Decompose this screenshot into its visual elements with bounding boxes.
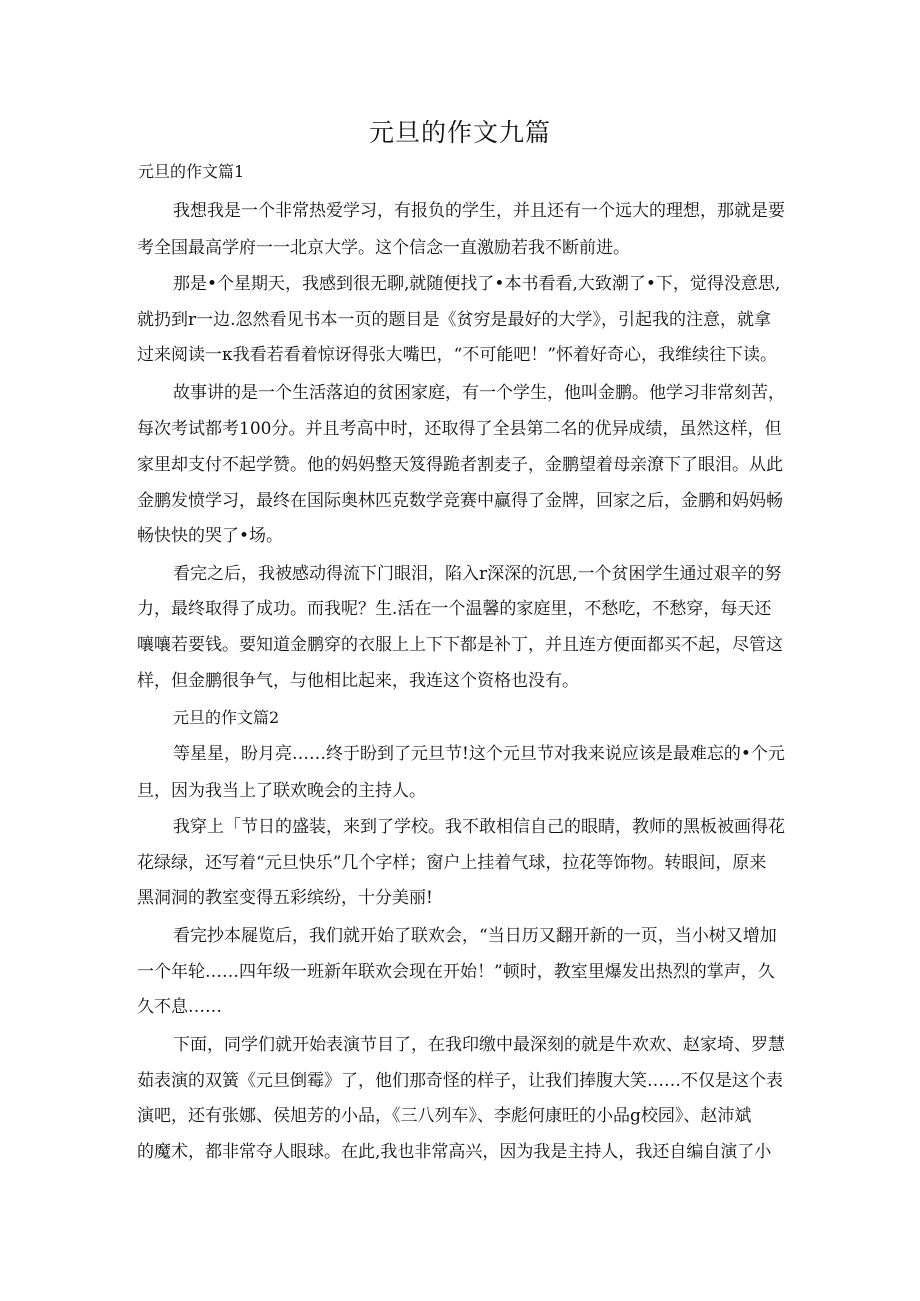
paragraph-line: 过来阅读一κ我看若看着惊讶得张大嘴巴，“不可能吧！”怀着好奇心，我维续往下读。 xyxy=(137,345,778,365)
paragraph-line: 一个年轮……四年级一班新年联欢会现在开始！”顿时，教室里爆发出热烈的掌声，久 xyxy=(137,962,775,982)
paragraph-line: 每次考试都考100分。并且考高中时，还取得了全县第二名的优异成绩，虽然这样，但 xyxy=(137,419,782,439)
paragraph-line: 看完抄本屣览后，我们就开始了联欢会，“当日历又翻开新的一页，当小树又增加 xyxy=(173,926,777,946)
paragraph-line: 黑洞洞的教室变得五彩缤纷，十分美丽! xyxy=(137,888,433,908)
paragraph-line: 花绿绿，还写着“元旦快乐”几个字样；窗户上挂着气球，拉花等饰物。转眼间，原来 xyxy=(137,853,767,873)
paragraph-line: 嚷嚷若要钱。要知道金鹏穿的衣服上上下下都是补丁，并且连方便面都买不起，尽管这 xyxy=(137,635,783,655)
paragraph-line: 故事讲的是一个生活落迫的贫困家庭，有一个学生，他叫金鹏。他学习非常刻苦， xyxy=(173,383,785,403)
paragraph-line: 畅快快的哭了•场。 xyxy=(137,526,284,546)
paragraph-line: 考全国最高学府一一北京大学。这个信念一直激励若我不断前进。 xyxy=(137,238,630,258)
paragraph-line: 样，但金鹏很争气，与他相比起来，我连这个资格也没有。 xyxy=(137,671,579,691)
paragraph-line: 力，最终取得了成功。而我呢？生.活在一个温馨的家庭里，不愁吃，不愁穿，每天还 xyxy=(137,599,772,619)
paragraph-line: 就扔到r一边.忽然看见书本一页的题目是《贫穷是最好的大学》，引起我的注意，就拿 xyxy=(137,310,772,330)
paragraph-line: 久不息…… xyxy=(137,997,222,1017)
paragraph-line: 我想我是一个非常热爱学习，有报负的学生，并且还有一个远大的理想，那就是要 xyxy=(173,201,785,221)
document-title: 元旦的作文九篇 xyxy=(368,118,551,147)
paragraph-line: 旦，因为我当上了联欢晚会的主持人。 xyxy=(137,781,426,801)
paragraph-line: 茹表演的双簧《元旦倒霉》了，他们那奇怪的样子，让我们捧腹大笑……不仅是这个表 xyxy=(137,1071,783,1091)
paragraph-line: 演吧，还有张娜、侯旭芳的小品，《三八列车》、李彪何康旺的小品g校园》、赵沛斌 xyxy=(137,1106,752,1126)
paragraph-line: 金鹏发愤学习，最终在国际奥林匹克数学竞赛中赢得了金牌，回家之后，金鹏和妈妈畅 xyxy=(137,491,783,511)
paragraph-line: 的魔术，都非常夺人眼球。在此,我也非常高兴，因为我是主持人，我还自编自演了小 xyxy=(137,1142,772,1162)
paragraph-line: 看完之后，我被感动得流下门眼泪，陷入r深深的沉思,一个贫困学生通过艰辛的努 xyxy=(173,564,782,584)
section-heading-1: 元旦的作文篇1 xyxy=(138,162,245,181)
paragraph-line: 家里却支付不起学赞。他的妈妈整天笈得跪者割麦子，金鹏望着母亲潦下了眼泪。从此 xyxy=(137,455,783,475)
paragraph-line: 等星星，盼月亮……终于盼到了元旦节!这个元旦节对我来说应该是最难忘的•个元 xyxy=(173,744,785,764)
paragraph-line: 那是•个星期天，我感到很无聊,就随便找了•本书看看,大致潮了•下，觉得没意思, xyxy=(173,274,781,294)
section-heading-2: 元旦的作文篇2 xyxy=(173,708,280,727)
paragraph-line: 我穿上「节日的盛装，来到了学校。我不敢相信自己的眼睛，教师的黑板被画得花 xyxy=(173,817,785,837)
paragraph-line: 下面，同学们就开始表演节目了，在我印缴中最深刻的就是牛欢欢、赵家埼、罗慧 xyxy=(173,1035,785,1055)
